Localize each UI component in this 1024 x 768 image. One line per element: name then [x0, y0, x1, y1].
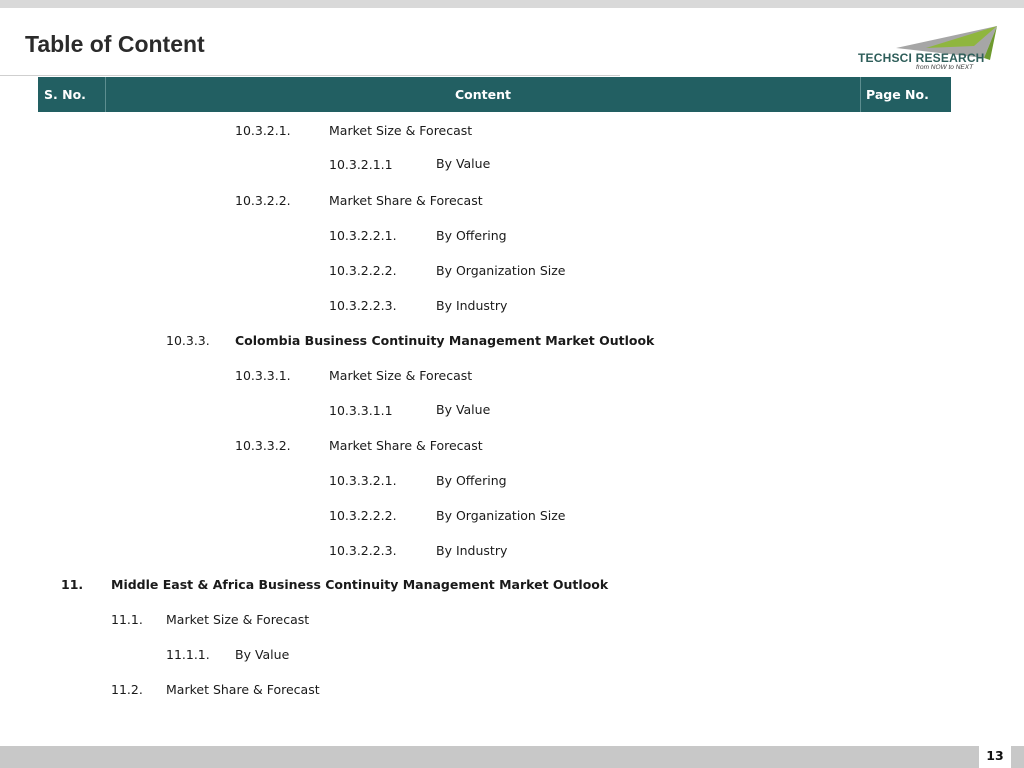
- toc-number: 10.3.2.2.3.: [329, 298, 397, 313]
- toc-text: Middle East & Africa Business Continuity Management Market Outlook: [111, 577, 609, 592]
- toc-text: Market Share & Forecast: [329, 193, 483, 208]
- logo-brand-text: TECHSCI RESEARCH: [858, 51, 985, 65]
- toc-number: 10.3.3.2.: [235, 438, 291, 453]
- toc-text: By Value: [235, 647, 290, 662]
- toc-number: 11.: [61, 577, 84, 592]
- toc-number: 10.3.2.2.3.: [329, 543, 397, 558]
- toc-number: 10.3.3.: [166, 333, 210, 348]
- logo-tagline: from NOW to NEXT: [916, 64, 974, 71]
- header-sno: S. No.: [44, 87, 86, 102]
- page-title: Table of Content: [25, 31, 205, 57]
- toc-text: Market Size & Forecast: [166, 612, 310, 627]
- toc-number: 10.3.2.2.2.: [329, 508, 397, 523]
- toc-number: 11.1.1.: [166, 647, 210, 662]
- header-divider: [860, 77, 861, 112]
- toc-number: 10.3.3.1.1: [329, 403, 393, 418]
- toc-text: Market Share & Forecast: [166, 682, 320, 697]
- toc-text: By Offering: [436, 228, 507, 243]
- toc-text: Market Size & Forecast: [329, 368, 473, 383]
- top-bar: [0, 0, 1024, 8]
- table-header: [38, 77, 951, 112]
- page-number: 13: [986, 748, 1004, 763]
- techsci-logo: [856, 24, 1001, 74]
- toc-text: By Value: [436, 156, 491, 171]
- header-content: Content: [455, 87, 511, 102]
- toc-text: By Industry: [436, 543, 508, 558]
- toc-number: 10.3.2.1.1: [329, 157, 393, 172]
- header-page-no: Page No.: [866, 87, 929, 102]
- toc-text: By Offering: [436, 473, 507, 488]
- toc-number: 11.1.: [111, 612, 143, 627]
- toc-text: By Organization Size: [436, 508, 566, 523]
- toc-text: By Organization Size: [436, 263, 566, 278]
- toc-number: 11.2.: [111, 682, 143, 697]
- toc-number: 10.3.2.2.2.: [329, 263, 397, 278]
- toc-number: 10.3.2.2.1.: [329, 228, 397, 243]
- toc-text: Market Share & Forecast: [329, 438, 483, 453]
- footer-bar: [0, 746, 1024, 768]
- toc-number: 10.3.2.1.: [235, 123, 291, 138]
- toc-number: 10.3.2.2.: [235, 193, 291, 208]
- toc-text: By Value: [436, 402, 491, 417]
- toc-number: 10.3.3.2.1.: [329, 473, 397, 488]
- toc-text: Colombia Business Continuity Management Market Outlook: [235, 333, 655, 348]
- title-divider: [0, 75, 620, 76]
- toc-text: Market Size & Forecast: [329, 123, 473, 138]
- toc-text: By Industry: [436, 298, 508, 313]
- toc-number: 10.3.3.1.: [235, 368, 291, 383]
